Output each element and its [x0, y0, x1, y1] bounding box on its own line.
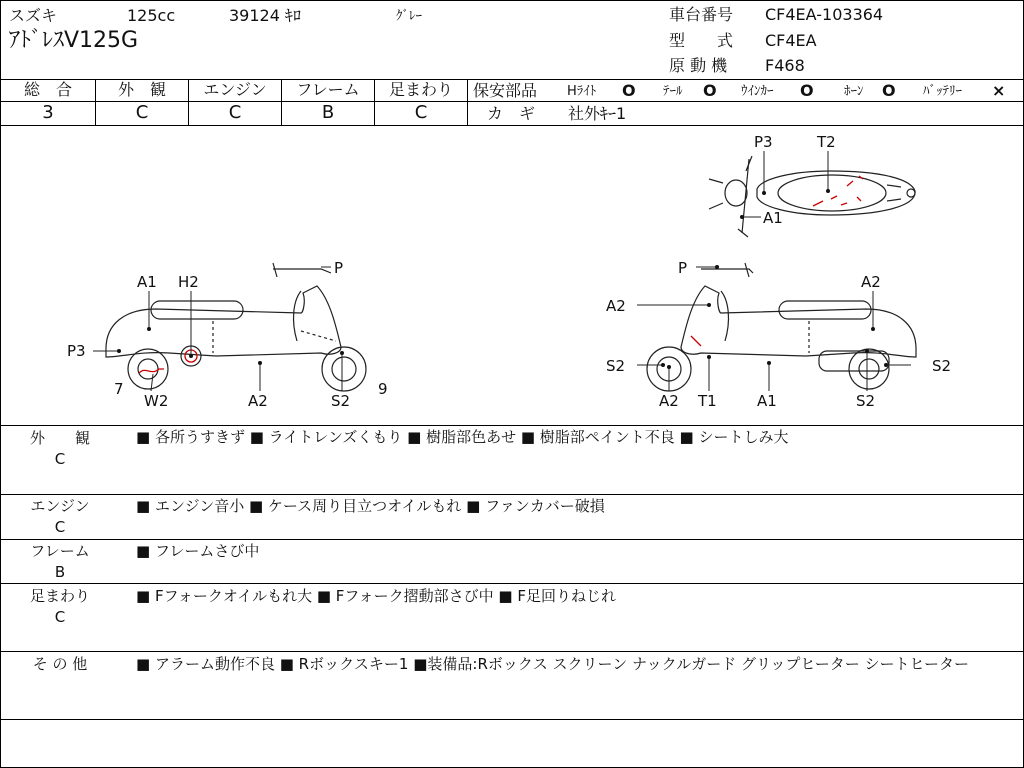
exterior-section-text: ■ 各所うすきず ■ ライトレンズくもり ■ 樹脂部色あせ ■ 樹脂部ペイント不良 ■ シートしみ大 — [136, 428, 789, 446]
label-left-p: P — [334, 259, 344, 277]
score-total-label: 総 合 — [23, 80, 72, 99]
label-top-t2: T2 — [817, 133, 836, 151]
model-type: CF4EA — [765, 31, 817, 50]
exterior-section-grade: C — [54, 450, 66, 468]
label-right-a1: A1 — [757, 392, 777, 410]
displacement: 125cc — [127, 6, 176, 25]
divider — [95, 101, 467, 102]
engine-section-title: エンジン — [30, 497, 90, 515]
label-right-a2-top: A2 — [861, 273, 881, 291]
divider — [1, 583, 1023, 584]
frame-section-grade: B — [54, 563, 66, 581]
safety-headlight-mark: O — [622, 81, 636, 100]
safety-winker-mark: O — [800, 81, 814, 100]
label-left-h2: H2 — [178, 273, 199, 291]
frame-number-label: 車台番号 — [669, 5, 734, 24]
divider — [1, 651, 1023, 652]
safety-horn-mark: O — [882, 81, 896, 100]
key-value: 社外ｷｰ1 — [568, 104, 627, 123]
safety-headlight-label: Hﾗｲﾄ — [567, 84, 597, 99]
model-name: ｱﾄﾞﾚｽV125G — [9, 28, 139, 53]
label-left-s2: S2 — [331, 392, 351, 410]
label-right-s2-right: S2 — [932, 357, 952, 375]
label-right-p: P — [678, 259, 688, 277]
safety-battery-mark: × — [992, 81, 1006, 100]
label-top-p3: P3 — [754, 133, 773, 151]
score-frame-label: フレーム — [296, 80, 360, 99]
label-left-a1: A1 — [137, 273, 157, 291]
engine-code-label: 原 動 機 — [669, 56, 728, 75]
maker: スズキ — [9, 6, 58, 25]
label-right-a2-bottom: A2 — [659, 392, 679, 410]
safety-winker-label: ｳｲﾝｶｰ — [741, 84, 774, 99]
color: ｸﾞﾚｰ — [396, 9, 422, 24]
score-suspension-label: 足まわり — [388, 80, 453, 99]
safety-parts-label: 保安部品 — [473, 81, 538, 100]
label-right-s2-bottom: S2 — [856, 392, 876, 410]
damage-diagram — [1, 126, 1023, 426]
label-left-7: 7 — [114, 380, 124, 398]
top-view-scooter — [709, 156, 915, 237]
engine-section-text: ■ エンジン音小 ■ ケース周り目立つオイルもれ ■ ファンカバー破損 — [136, 497, 605, 515]
score-exterior-label: 外 観 — [117, 80, 166, 99]
label-right-a2-left: A2 — [606, 297, 626, 315]
safety-horn-label: ﾎｰﾝ — [844, 84, 864, 99]
frame-section-text: ■ フレームさび中 — [136, 542, 260, 560]
exterior-section-title: 外 観 — [29, 429, 90, 447]
label-right-s2-left: S2 — [606, 357, 626, 375]
score-frame-value: B — [321, 102, 335, 123]
suspension-section-title: 足まわり — [29, 587, 90, 605]
suspension-section-text: ■ Fフォークオイルもれ大 ■ Fフォーク摺動部さび中 ■ F足回りねじれ — [136, 587, 616, 605]
damage-marks — [139, 176, 863, 373]
engine-code: F468 — [765, 56, 805, 75]
score-engine-label: エンジン — [203, 80, 267, 99]
safety-battery-label: ﾊﾞｯﾃﾘｰ — [923, 84, 962, 99]
score-total-value: 3 — [42, 102, 54, 123]
safety-tail-mark: O — [703, 81, 717, 100]
label-left-a2: A2 — [248, 392, 268, 410]
other-section-title: そ の 他 — [32, 655, 88, 673]
engine-section-grade: C — [54, 518, 66, 536]
label-left-w2: W2 — [144, 392, 169, 410]
mileage: 39124 ｷﾛ — [229, 6, 301, 25]
label-top-a1: A1 — [763, 209, 783, 227]
label-right-t1: T1 — [698, 392, 717, 410]
safety-tail-label: ﾃｰﾙ — [663, 84, 683, 99]
score-suspension-value: C — [414, 102, 428, 123]
frame-section-title: フレーム — [30, 542, 90, 560]
divider — [1, 719, 1023, 720]
label-left-9: 9 — [378, 380, 388, 398]
model-type-label: 型 式 — [669, 31, 734, 50]
suspension-section-grade: C — [54, 608, 66, 626]
score-exterior-value: C — [135, 102, 149, 123]
label-left-p3: P3 — [67, 342, 86, 360]
key-label: カ ギ — [487, 104, 536, 123]
other-section-text: ■ アラーム動作不良 ■ Rボックスキー1 ■装備品:Rボックス スクリーン ナックルガード グリップヒーター シートヒーター — [136, 655, 969, 673]
frame-number: CF4EA-103364 — [765, 5, 884, 24]
divider — [467, 79, 468, 125]
score-engine-value: C — [228, 102, 242, 123]
